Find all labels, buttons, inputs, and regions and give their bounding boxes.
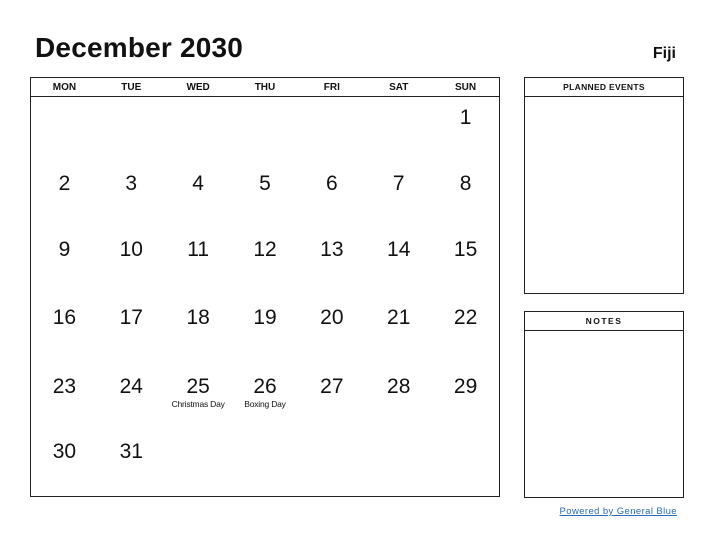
day-cell [365, 307, 432, 328]
notes-panel [524, 311, 684, 498]
weekday-header [31, 78, 499, 97]
day-cell [432, 239, 499, 260]
day-cells [31, 97, 499, 497]
day-cell [31, 173, 98, 194]
notes-heading: NOTES [525, 312, 683, 331]
day-number: 31 [119, 440, 143, 463]
day-number: 1 [459, 106, 472, 129]
day-cell [98, 376, 165, 397]
day-number: 25 [186, 375, 210, 398]
day-cell [298, 173, 365, 194]
day-number: 4 [192, 172, 204, 195]
day-number: 30 [52, 440, 77, 463]
day-cell [165, 239, 232, 260]
powered-by-link[interactable]: Powered by General Blue [559, 506, 677, 517]
day-number: 24 [119, 375, 143, 398]
day-number: 18 [186, 306, 210, 329]
day-number: 16 [52, 306, 77, 329]
weekday-mon: MON [52, 82, 77, 93]
day-number: 17 [119, 306, 143, 329]
day-number: 26 [253, 375, 277, 398]
country-label: Fiji [652, 45, 676, 62]
holiday-label: Boxing Day [244, 399, 286, 409]
day-cell [98, 173, 165, 194]
weekday-sun: SUN [455, 82, 477, 93]
day-cell [165, 376, 232, 409]
day-cell [432, 107, 499, 128]
weekday-sat: SAT [389, 82, 409, 93]
weekday-fri: FRI [323, 82, 340, 93]
day-cell [98, 239, 165, 260]
day-cell [165, 307, 232, 328]
day-cell [232, 173, 299, 194]
day-number: 13 [320, 238, 344, 261]
weekday-thu: THU [254, 82, 276, 93]
weekday-wed: WED [186, 82, 210, 93]
day-number: 9 [58, 238, 71, 261]
day-cell [165, 173, 232, 194]
day-cell [232, 307, 299, 328]
day-number: 8 [459, 172, 472, 195]
day-cell [98, 307, 165, 328]
day-cell [31, 441, 98, 462]
day-cell [232, 239, 299, 260]
day-number: 10 [119, 238, 143, 261]
calendar-grid [30, 77, 500, 497]
page-title: December 2030 [35, 32, 244, 63]
day-cell [298, 239, 365, 260]
planned-events-heading: PLANNED EVENTS [525, 78, 683, 97]
day-number: 7 [392, 172, 405, 195]
day-number: 21 [387, 306, 411, 329]
day-number: 29 [453, 375, 478, 398]
day-cell [31, 376, 98, 397]
day-number: 11 [187, 238, 210, 261]
day-number: 2 [58, 172, 71, 195]
day-cell [31, 239, 98, 260]
planned-events-panel [524, 77, 684, 294]
day-number: 28 [387, 375, 411, 398]
day-cell [365, 239, 432, 260]
day-cell [31, 307, 98, 328]
day-cell [365, 376, 432, 397]
day-number: 3 [125, 172, 138, 195]
day-number: 12 [253, 238, 277, 261]
day-number: 19 [253, 306, 277, 329]
day-cell [365, 173, 432, 194]
day-cell [232, 376, 299, 409]
day-cell [298, 307, 365, 328]
day-number: 27 [320, 375, 344, 398]
day-number: 22 [453, 306, 478, 329]
day-number: 6 [326, 172, 338, 195]
day-number: 20 [320, 306, 344, 329]
day-cell [298, 376, 365, 397]
day-cell [432, 307, 499, 328]
day-cell [432, 376, 499, 397]
day-number: 15 [453, 238, 478, 261]
weekday-tue: TUE [121, 82, 142, 93]
holiday-label: Christmas Day [171, 399, 225, 409]
day-cell [432, 173, 499, 194]
day-number: 14 [387, 238, 411, 261]
day-number: 5 [259, 172, 271, 195]
day-cell [98, 441, 165, 462]
day-number: 23 [52, 375, 77, 398]
